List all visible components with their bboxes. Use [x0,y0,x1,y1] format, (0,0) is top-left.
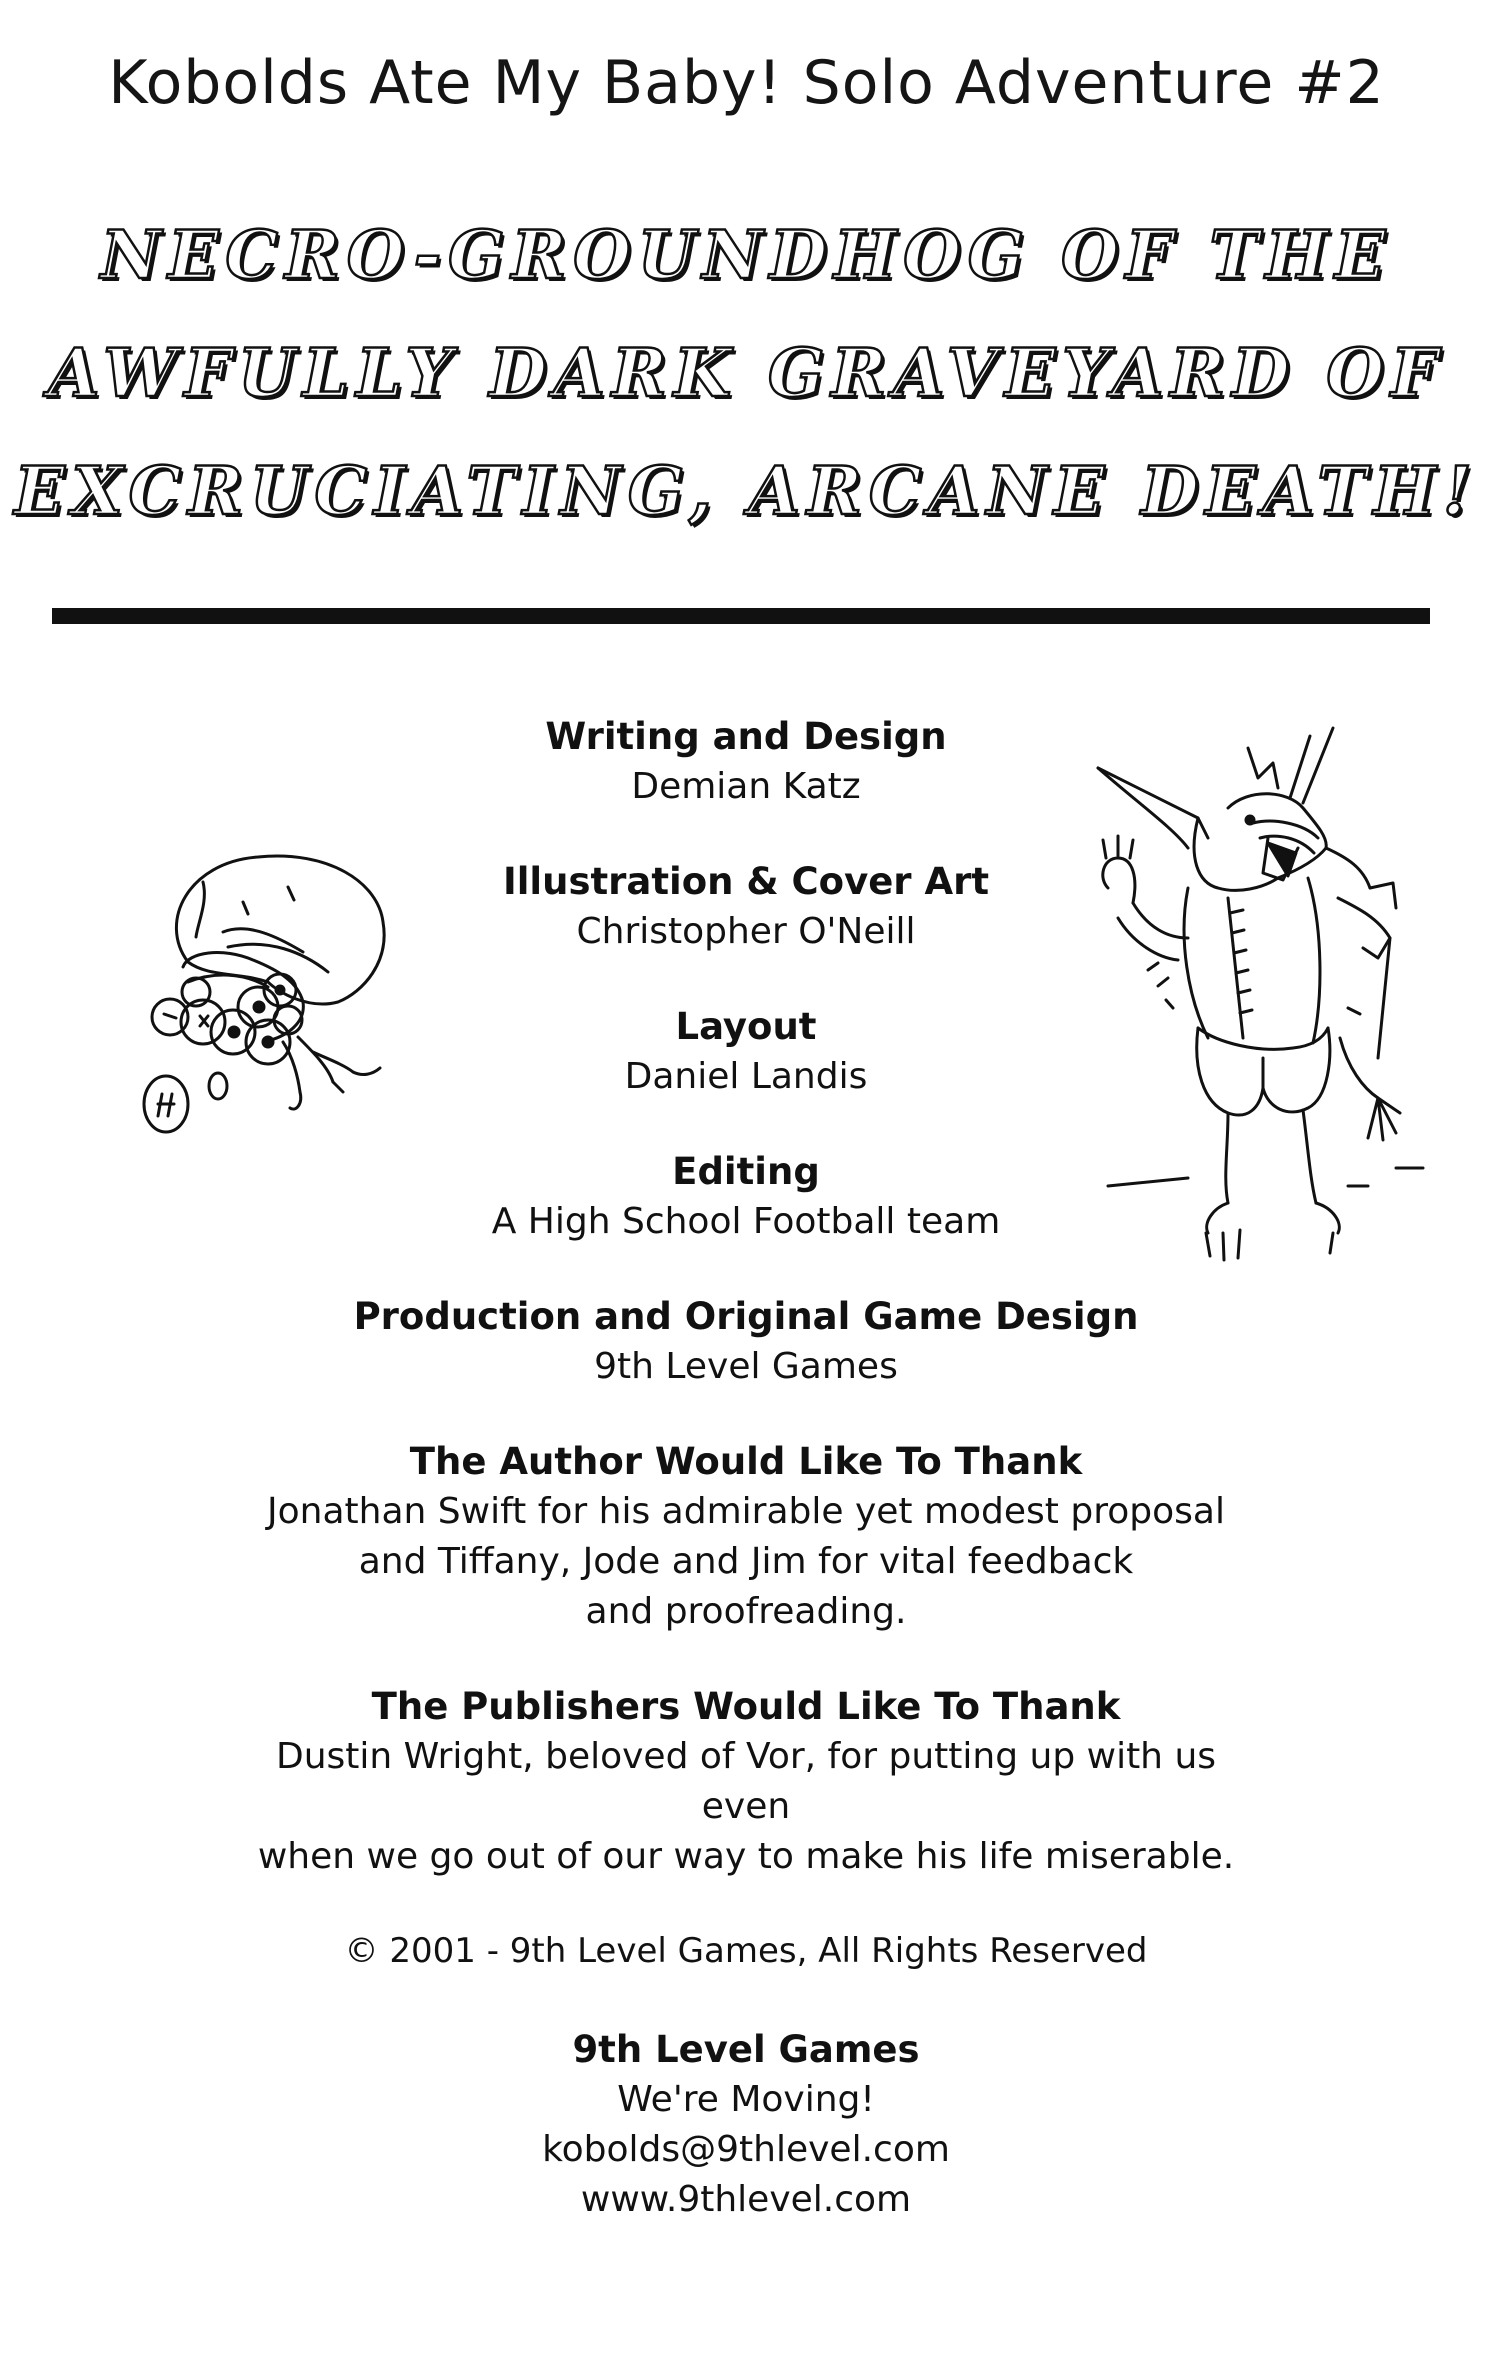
credit-name: Daniel Landis [624,1056,868,1097]
credit-author-thanks [246,1437,1246,1637]
main-title-line-1: NECRO-GROUNDHOG OF THE [100,216,1393,294]
credit-heading: Layout [675,1005,817,1048]
credit-heading: The Publishers Would Like To Thank [371,1685,1121,1728]
credit-heading: Illustration & Cover Art [502,860,990,903]
main-title [0,196,1493,550]
credit-heading: Writing and Design [545,715,947,758]
series-title: Kobolds Ate My Baby! Solo Adventure #2 [108,48,1385,118]
publisher-note: We're Moving! [617,2079,875,2120]
credit-layout [246,1002,1246,1102]
credit-name: Demian Katz [631,766,861,807]
credit-text: Dustin Wright, beloved of Vor, for putting up with us even when we go out of our way to make his life miserable. [257,1736,1235,1877]
credits-block [246,712,1246,2270]
publisher-name: 9th Level Games [572,2028,920,2071]
credit-name: 9th Level Games [594,1346,898,1387]
credit-writing-design [246,712,1246,812]
credit-illustration [246,857,1246,957]
credit-name: Christopher O'Neill [576,911,916,952]
title-divider [52,608,1430,624]
publisher-website: www.9thlevel.com [580,2179,912,2220]
credit-text: Jonathan Swift for his admirable yet modest proposal and Tiffany, Jode and Jim for vital feedback and proofreading. [267,1491,1225,1632]
main-title-line-2: AWFULLY DARK GRAVEYARD OF [48,334,1445,412]
publisher-email: kobolds@9thlevel.com [542,2129,950,2170]
credit-editing [246,1147,1246,1247]
main-title-line-3: EXCRUCIATING, ARCANE DEATH! [14,452,1479,530]
copyright-notice: © 2001 - 9th Level Games, All Rights Reserved [344,1931,1148,1971]
credit-publisher-thanks [246,1682,1246,1882]
credit-production [246,1292,1246,1392]
publisher-contact [246,2025,1246,2225]
credit-heading: Editing [672,1150,820,1193]
credit-heading: Production and Original Game Design [353,1295,1139,1338]
credit-name: A High School Football team [491,1201,1001,1242]
credit-heading: The Author Would Like To Thank [409,1440,1083,1483]
